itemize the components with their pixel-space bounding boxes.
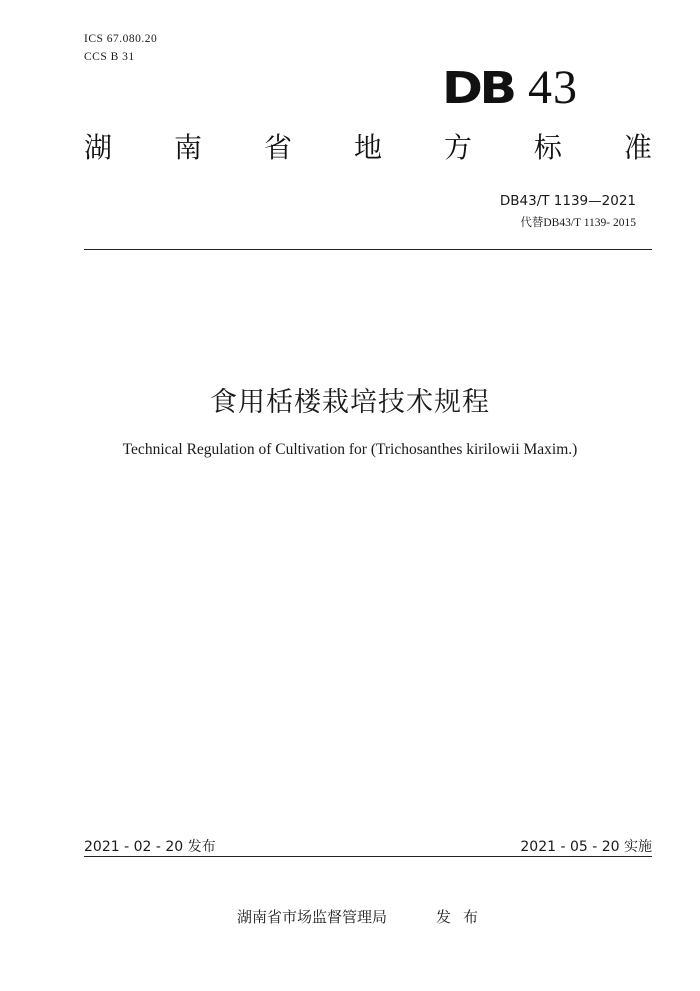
ccs-code: CCS B 31 bbox=[84, 51, 135, 63]
db-logo-number: 43 bbox=[528, 61, 578, 114]
standard-number: DB43/T 1139—2021 bbox=[499, 193, 636, 209]
standard-type-char: 准 bbox=[623, 131, 652, 164]
issuing-authority: 湖南省市场监督管理局 bbox=[237, 908, 388, 926]
standard-type-char: 省 bbox=[263, 131, 292, 164]
implementation-date: 2021 - 05 - 20 实施 bbox=[520, 839, 652, 855]
db-logo bbox=[442, 61, 578, 114]
issue-label: 发布 bbox=[436, 908, 491, 926]
document-title-chinese: 食用栝楼栽培技术规程 bbox=[210, 387, 490, 418]
standard-type-title bbox=[84, 130, 652, 166]
header-divider bbox=[84, 249, 652, 250]
issue-date: 2021 - 02 - 20 发布 bbox=[84, 839, 216, 855]
ics-code: ICS 67.080.20 bbox=[84, 33, 158, 45]
db-logo-mark: DB bbox=[442, 63, 514, 114]
standard-type-char: 湖 bbox=[84, 131, 113, 164]
document-title-english: Technical Regulation of Cultivation for (Trichosanthes kirilowii Maxim.) bbox=[122, 441, 578, 458]
standard-type-char: 南 bbox=[173, 131, 202, 164]
standard-type-char: 方 bbox=[443, 131, 472, 164]
standard-type-char: 地 bbox=[353, 131, 382, 164]
footer-divider bbox=[84, 856, 652, 857]
standard-type-char: 标 bbox=[533, 131, 562, 164]
replaces-standard: 代替DB43/T 1139- 2015 bbox=[520, 217, 636, 229]
